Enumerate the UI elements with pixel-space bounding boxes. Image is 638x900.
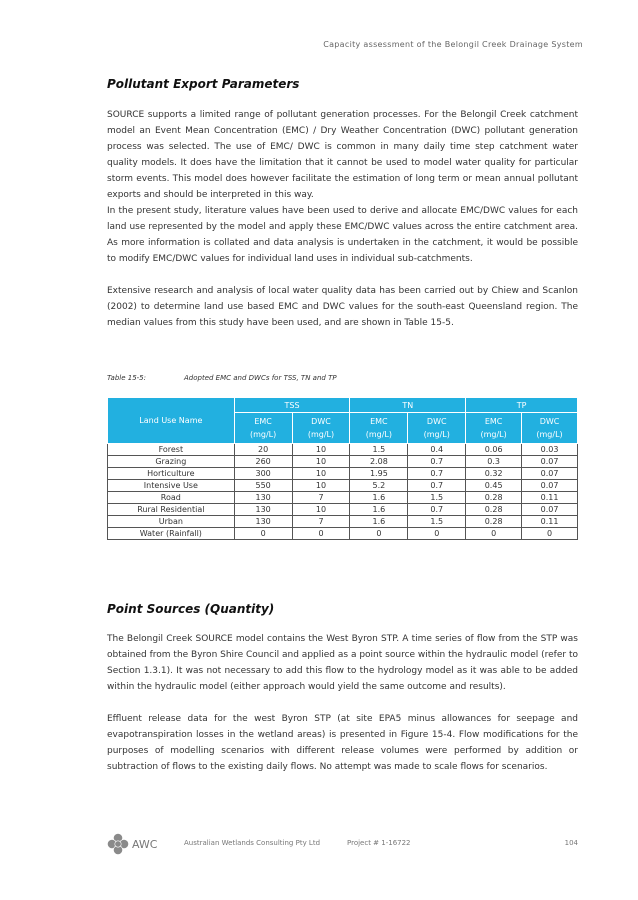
value-cell: 0.07: [522, 468, 578, 480]
value-cell: 7: [292, 492, 350, 504]
value-cell: 0: [350, 528, 408, 540]
value-cell: 130: [234, 492, 292, 504]
value-cell: 0: [408, 528, 466, 540]
column-header: DWC (mg/L): [408, 413, 466, 444]
paragraph: Extensive research and analysis of local water quality data has been carried out by Chiew and Scanlon (2002) to determine land use based EMC and DWC values for the south-east Queensland region. The median values from this study have been used, and are shown in Table 15-5.: [107, 286, 578, 328]
paragraph: The Belongil Creek SOURCE model contains the West Byron STP. A time series of flow from the STP was obtained from the Byron Shire Council and applied as a point source within the hydraulic model (refer to Section 1.3.1). It was not necessary to add this flow to the hydrology model as it was able to be added within the hydraulic model (either approach would yield the same outcome and results).: [107, 634, 578, 692]
value-cell: 7: [292, 516, 350, 528]
value-cell: 550: [234, 480, 292, 492]
table-row: [108, 492, 578, 504]
page-footer: [107, 833, 578, 853]
awc-logo-icon: [107, 833, 129, 855]
value-cell: 10: [292, 468, 350, 480]
running-header: Capacity assessment of the Belongil Creek Drainage System: [323, 40, 583, 49]
table-row: [108, 468, 578, 480]
page-number: 104: [564, 839, 578, 847]
table-row: [108, 444, 578, 456]
land-use-cell: Horticulture: [108, 468, 235, 480]
column-header: DWC (mg/L): [292, 413, 350, 444]
table-row: [108, 504, 578, 516]
section-heading-point-sources: Point Sources (Quantity): [107, 602, 275, 616]
value-cell: 0.7: [408, 456, 466, 468]
value-cell: 0.28: [466, 504, 522, 516]
value-cell: 1.5: [408, 492, 466, 504]
value-cell: 1.6: [350, 492, 408, 504]
value-cell: 0: [466, 528, 522, 540]
paragraph: In the present study, literature values have been used to derive and allocate EMC/DWC values for each land use represented by the model and apply these EMC/DWC values across the entire catchment area. As more information is collated and data analysis is undertaken in the catchment, it would be possible to modify EMC/DWC values for individual land uses in individual sub-catchments.: [107, 206, 578, 264]
value-cell: 0.06: [466, 444, 522, 456]
land-use-header: Land Use Name: [108, 398, 235, 444]
table-row: [108, 528, 578, 540]
value-cell: 1.6: [350, 504, 408, 516]
value-cell: 0: [522, 528, 578, 540]
table-caption-title: Adopted EMC and DWCs for TSS, TN and TP: [184, 374, 337, 382]
table-row: [108, 480, 578, 492]
value-cell: 10: [292, 444, 350, 456]
value-cell: 0.45: [466, 480, 522, 492]
value-cell: 20: [234, 444, 292, 456]
group-header-tss: TSS: [234, 398, 350, 413]
value-cell: 0.03: [522, 444, 578, 456]
land-use-cell: Intensive Use: [108, 480, 235, 492]
value-cell: 0.28: [466, 492, 522, 504]
value-cell: 10: [292, 480, 350, 492]
emc-dwc-table: [107, 397, 578, 540]
value-cell: 0.32: [466, 468, 522, 480]
value-cell: 0.28: [466, 516, 522, 528]
value-cell: 1.95: [350, 468, 408, 480]
value-cell: 0: [234, 528, 292, 540]
value-cell: 130: [234, 504, 292, 516]
value-cell: 10: [292, 456, 350, 468]
value-cell: 130: [234, 516, 292, 528]
value-cell: 0.07: [522, 456, 578, 468]
land-use-cell: Grazing: [108, 456, 235, 468]
land-use-cell: Water (Rainfall): [108, 528, 235, 540]
value-cell: 0.07: [522, 480, 578, 492]
value-cell: 1.6: [350, 516, 408, 528]
value-cell: 1.5: [408, 516, 466, 528]
value-cell: 0.4: [408, 444, 466, 456]
value-cell: 2.08: [350, 456, 408, 468]
value-cell: 0.7: [408, 468, 466, 480]
company-name: Australian Wetlands Consulting Pty Ltd: [184, 839, 321, 847]
value-cell: 0.7: [408, 480, 466, 492]
logo-text: AWC: [132, 838, 158, 851]
group-header-tp: TP: [466, 398, 578, 413]
table-caption-number: Table 15-5:: [107, 374, 146, 382]
table-row: [108, 456, 578, 468]
table-caption: [107, 374, 337, 382]
value-cell: 0.3: [466, 456, 522, 468]
value-cell: 0.07: [522, 504, 578, 516]
column-header: DWC (mg/L): [522, 413, 578, 444]
table-body: [108, 444, 578, 540]
value-cell: 5.2: [350, 480, 408, 492]
value-cell: 300: [234, 468, 292, 480]
project-number: Project # 1-16722: [347, 839, 411, 847]
land-use-cell: Rural Residential: [108, 504, 235, 516]
value-cell: 0.7: [408, 504, 466, 516]
table-row: [108, 516, 578, 528]
section-heading-pollutant-export: Pollutant Export Parameters: [107, 77, 300, 91]
group-header-tn: TN: [350, 398, 466, 413]
value-cell: 0.11: [522, 516, 578, 528]
value-cell: 260: [234, 456, 292, 468]
value-cell: 0.11: [522, 492, 578, 504]
column-header: EMC (mg/L): [234, 413, 292, 444]
column-header: EMC (mg/L): [350, 413, 408, 444]
land-use-cell: Forest: [108, 444, 235, 456]
value-cell: 0: [292, 528, 350, 540]
value-cell: 10: [292, 504, 350, 516]
land-use-cell: Urban: [108, 516, 235, 528]
column-header: EMC (mg/L): [466, 413, 522, 444]
land-use-cell: Road: [108, 492, 235, 504]
paragraph: Effluent release data for the west Byron STP (at site EPA5 minus allowances for seepage and evapotranspiration losses in the wetland areas) is presented in Figure 15-4. Flow modifications for the purposes of modelling scenarios with different release volumes were performed by addition or subtraction of flows to the existing daily flows. No attempt was made to scale flows for scenarios.: [107, 714, 578, 772]
value-cell: 1.5: [350, 444, 408, 456]
paragraph: SOURCE supports a limited range of pollutant generation processes. For the Belongil Creek catchment model an Event Mean Concentration (EMC) / Dry Weather Concentration (DWC) pollutant generation process was selected. The use of EMC/ DWC is common in many daily time step catchment water quality models. It does have the limitation that it cannot be used to model water quality for particular storm events. This model does however facilitate the estimation of long term or mean annual pollutant exports and should be interpreted in this way.: [107, 110, 578, 200]
